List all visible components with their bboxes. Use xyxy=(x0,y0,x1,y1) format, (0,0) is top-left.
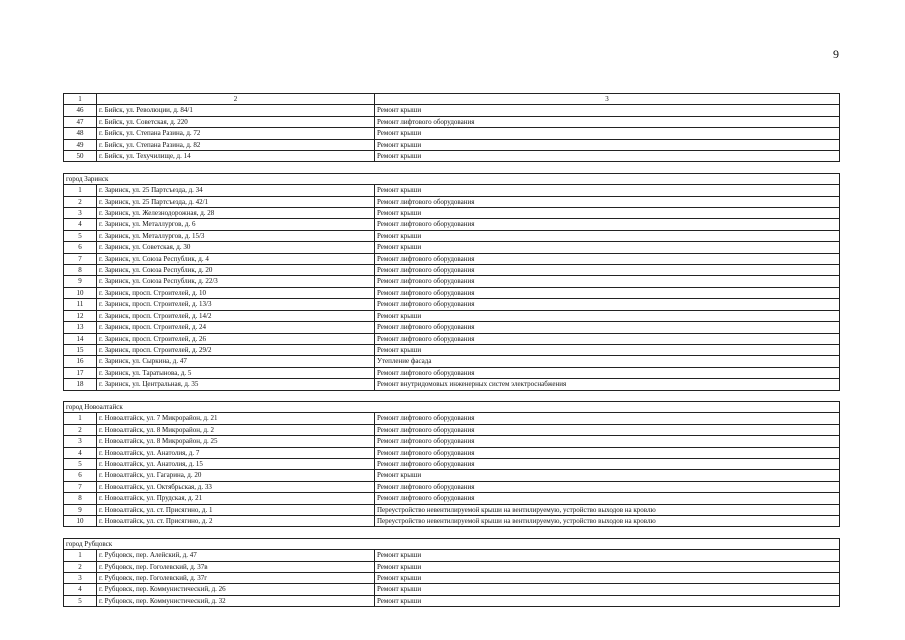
row-number: 4 xyxy=(64,447,97,458)
table-row xyxy=(64,333,840,344)
row-work-type: Ремонт крыши xyxy=(375,310,840,321)
row-number: 18 xyxy=(64,379,97,390)
row-number: 7 xyxy=(64,481,97,492)
row-work-type: Ремонт лифтового оборудования xyxy=(375,116,840,127)
row-number: 9 xyxy=(64,276,97,287)
table-row xyxy=(64,344,840,355)
row-address: г. Рубцовск, пер. Коммунистический, д. 32 xyxy=(97,595,375,606)
spacer-cell xyxy=(64,527,840,538)
table-row xyxy=(64,230,840,241)
row-work-type: Ремонт крыши xyxy=(375,344,840,355)
row-number: 14 xyxy=(64,333,97,344)
row-address: г. Заринск, ул. Сыркина, д. 47 xyxy=(97,356,375,367)
table-row xyxy=(64,561,840,572)
spacer-row xyxy=(64,390,840,401)
row-work-type: Переустройство невентилируемой крыши на вентилируемую, устройство выходов на кровлю xyxy=(375,516,840,527)
row-number: 15 xyxy=(64,344,97,355)
row-number: 17 xyxy=(64,367,97,378)
row-number: 50 xyxy=(64,151,97,162)
row-address: г. Заринск, просп. Строителей, д. 14/2 xyxy=(97,310,375,321)
table-row xyxy=(64,413,840,424)
row-work-type: Ремонт лифтового оборудования xyxy=(375,447,840,458)
row-work-type: Ремонт лифтового оборудования xyxy=(375,493,840,504)
row-work-type: Ремонт лифтового оборудования xyxy=(375,333,840,344)
table-row xyxy=(64,139,840,150)
spacer-row xyxy=(64,162,840,173)
row-address: г. Заринск, просп. Строителей, д. 26 xyxy=(97,333,375,344)
row-work-type: Ремонт крыши xyxy=(375,105,840,116)
row-address: г. Заринск, ул. Металлургов, д. 15/3 xyxy=(97,230,375,241)
row-address: г. Новоалтайск, ул. Октябрьская, д. 33 xyxy=(97,481,375,492)
row-address: г. Рубцовск, пер. Гоголевский, д. 37в xyxy=(97,561,375,572)
row-address: г. Новоалтайск, ул. Анатолия, д. 7 xyxy=(97,447,375,458)
row-number: 46 xyxy=(64,105,97,116)
row-number: 1 xyxy=(64,550,97,561)
row-address: г. Новоалтайск, ул. Прудская, д. 21 xyxy=(97,493,375,504)
row-work-type: Ремонт лифтового оборудования xyxy=(375,413,840,424)
table-row xyxy=(64,481,840,492)
repair-list-table xyxy=(63,93,840,607)
row-address: г. Заринск, ул. Железнодорожная, д. 28 xyxy=(97,208,375,219)
row-number: 8 xyxy=(64,493,97,504)
row-address: г. Заринск, ул. Таратынова, д. 5 xyxy=(97,367,375,378)
row-address: г. Заринск, ул. 25 Партсъезда, д. 42/1 xyxy=(97,196,375,207)
row-address: г. Бийск, ул. Советская, д. 220 xyxy=(97,116,375,127)
row-work-type: Ремонт крыши xyxy=(375,185,840,196)
row-number: 1 xyxy=(64,413,97,424)
table-row xyxy=(64,116,840,127)
row-work-type: Ремонт лифтового оборудования xyxy=(375,322,840,333)
section-title: город Рубцовск xyxy=(64,538,840,549)
row-number: 2 xyxy=(64,424,97,435)
row-work-type: Ремонт внутридомовых инженерных систем электроснабжения xyxy=(375,379,840,390)
row-work-type: Ремонт крыши xyxy=(375,573,840,584)
section-row xyxy=(64,401,840,412)
row-address: г. Рубцовск, пер. Коммунистический, д. 26 xyxy=(97,584,375,595)
row-work-type: Ремонт крыши xyxy=(375,470,840,481)
row-work-type: Ремонт лифтового оборудования xyxy=(375,481,840,492)
row-number: 2 xyxy=(64,196,97,207)
row-number: 7 xyxy=(64,253,97,264)
row-number: 47 xyxy=(64,116,97,127)
row-number: 3 xyxy=(64,436,97,447)
table-row xyxy=(64,550,840,561)
row-number: 4 xyxy=(64,584,97,595)
table-body xyxy=(64,94,840,607)
section-row xyxy=(64,538,840,549)
header-col-2: 2 xyxy=(97,94,375,105)
row-address: г. Заринск, ул. Союза Республик, д. 22/3 xyxy=(97,276,375,287)
table-row xyxy=(64,219,840,230)
row-address: г. Бийск, ул. Техучилище, д. 14 xyxy=(97,151,375,162)
row-address: г. Новоалтайск, ул. ст. Присягино, д. 1 xyxy=(97,504,375,515)
header-col-1: 1 xyxy=(64,94,97,105)
table-row xyxy=(64,287,840,298)
table-row xyxy=(64,105,840,116)
table-row xyxy=(64,516,840,527)
row-address: г. Заринск, просп. Строителей, д. 10 xyxy=(97,287,375,298)
table-row xyxy=(64,573,840,584)
spacer-row xyxy=(64,527,840,538)
table-row xyxy=(64,185,840,196)
row-address: г. Заринск, ул. Союза Республик, д. 4 xyxy=(97,253,375,264)
page-number: 9 xyxy=(833,47,839,61)
row-work-type: Ремонт крыши xyxy=(375,151,840,162)
row-work-type: Ремонт крыши xyxy=(375,550,840,561)
row-number: 13 xyxy=(64,322,97,333)
row-work-type: Ремонт лифтового оборудования xyxy=(375,458,840,469)
row-number: 11 xyxy=(64,299,97,310)
section-title: город Новоалтайск xyxy=(64,401,840,412)
table-row xyxy=(64,299,840,310)
row-number: 10 xyxy=(64,516,97,527)
row-number: 5 xyxy=(64,230,97,241)
table-row xyxy=(64,128,840,139)
row-number: 3 xyxy=(64,573,97,584)
row-number: 49 xyxy=(64,139,97,150)
row-address: г. Новоалтайск, ул. ст. Присягино, д. 2 xyxy=(97,516,375,527)
row-address: г. Заринск, просп. Строителей, д. 24 xyxy=(97,322,375,333)
row-address: г. Бийск, ул. Степана Разина, д. 82 xyxy=(97,139,375,150)
row-number: 6 xyxy=(64,242,97,253)
row-number: 9 xyxy=(64,504,97,515)
spacer-cell xyxy=(64,390,840,401)
row-address: г. Новоалтайск, ул. 8 Микрорайон, д. 25 xyxy=(97,436,375,447)
row-work-type: Ремонт лифтового оборудования xyxy=(375,253,840,264)
section-row xyxy=(64,173,840,184)
row-work-type: Ремонт лифтового оборудования xyxy=(375,219,840,230)
row-work-type: Ремонт лифтового оборудования xyxy=(375,424,840,435)
header-col-3: 3 xyxy=(375,94,840,105)
table-row xyxy=(64,379,840,390)
row-address: г. Заринск, ул. Центральная, д. 35 xyxy=(97,379,375,390)
table-row xyxy=(64,504,840,515)
row-number: 6 xyxy=(64,470,97,481)
table-row xyxy=(64,276,840,287)
row-work-type: Ремонт крыши xyxy=(375,230,840,241)
table-row xyxy=(64,424,840,435)
row-work-type: Ремонт крыши xyxy=(375,242,840,253)
row-number: 8 xyxy=(64,265,97,276)
table-row xyxy=(64,356,840,367)
table-row xyxy=(64,367,840,378)
row-address: г. Бийск, ул. Степана Разина, д. 72 xyxy=(97,128,375,139)
row-number: 5 xyxy=(64,595,97,606)
table-row xyxy=(64,595,840,606)
table-header-row xyxy=(64,94,840,105)
row-address: г. Рубцовск, пер. Алейский, д. 47 xyxy=(97,550,375,561)
table-row xyxy=(64,265,840,276)
row-address: г. Новоалтайск, ул. Гагарина, д. 20 xyxy=(97,470,375,481)
row-number: 2 xyxy=(64,561,97,572)
row-address: г. Новоалтайск, ул. Анатолия, д. 15 xyxy=(97,458,375,469)
table-row xyxy=(64,493,840,504)
row-work-type: Ремонт крыши xyxy=(375,584,840,595)
table-row xyxy=(64,584,840,595)
row-work-type: Ремонт лифтового оборудования xyxy=(375,265,840,276)
row-work-type: Ремонт крыши xyxy=(375,595,840,606)
row-number: 4 xyxy=(64,219,97,230)
row-work-type: Ремонт лифтового оборудования xyxy=(375,436,840,447)
row-address: г. Новоалтайск, ул. 7 Микрорайон, д. 21 xyxy=(97,413,375,424)
section-title: город Заринск xyxy=(64,173,840,184)
row-address: г. Новоалтайск, ул. 8 Микрорайон, д. 2 xyxy=(97,424,375,435)
table-row xyxy=(64,470,840,481)
row-address: г. Заринск, ул. 25 Партсъезда, д. 34 xyxy=(97,185,375,196)
table-row xyxy=(64,253,840,264)
row-address: г. Заринск, ул. Союза Республик, д. 20 xyxy=(97,265,375,276)
row-address: г. Заринск, просп. Строителей, д. 29/2 xyxy=(97,344,375,355)
row-number: 5 xyxy=(64,458,97,469)
row-work-type: Ремонт лифтового оборудования xyxy=(375,196,840,207)
row-work-type: Утепление фасада xyxy=(375,356,840,367)
row-work-type: Ремонт лифтового оборудования xyxy=(375,299,840,310)
table-row xyxy=(64,208,840,219)
spacer-cell xyxy=(64,162,840,173)
row-number: 48 xyxy=(64,128,97,139)
row-work-type: Ремонт крыши xyxy=(375,139,840,150)
table-row xyxy=(64,322,840,333)
row-address: г. Заринск, ул. Металлургов, д. 6 xyxy=(97,219,375,230)
row-work-type: Переустройство невентилируемой крыши на вентилируемую, устройство выходов на кровлю xyxy=(375,504,840,515)
row-work-type: Ремонт крыши xyxy=(375,128,840,139)
row-work-type: Ремонт крыши xyxy=(375,561,840,572)
row-number: 1 xyxy=(64,185,97,196)
row-address: г. Заринск, ул. Советская, д. 30 xyxy=(97,242,375,253)
table-row xyxy=(64,458,840,469)
row-address: г. Рубцовск, пер. Гоголевский, д. 37г xyxy=(97,573,375,584)
row-number: 10 xyxy=(64,287,97,298)
row-address: г. Бийск, ул. Революции, д. 84/1 xyxy=(97,105,375,116)
row-work-type: Ремонт лифтового оборудования xyxy=(375,276,840,287)
table-row xyxy=(64,242,840,253)
row-address: г. Заринск, просп. Строителей, д. 13/3 xyxy=(97,299,375,310)
row-number: 3 xyxy=(64,208,97,219)
row-work-type: Ремонт крыши xyxy=(375,208,840,219)
table-row xyxy=(64,310,840,321)
row-number: 16 xyxy=(64,356,97,367)
table-row xyxy=(64,436,840,447)
row-number: 12 xyxy=(64,310,97,321)
row-work-type: Ремонт лифтового оборудования xyxy=(375,367,840,378)
table-row xyxy=(64,151,840,162)
row-work-type: Ремонт лифтового оборудования xyxy=(375,287,840,298)
table-row xyxy=(64,196,840,207)
table-row xyxy=(64,447,840,458)
